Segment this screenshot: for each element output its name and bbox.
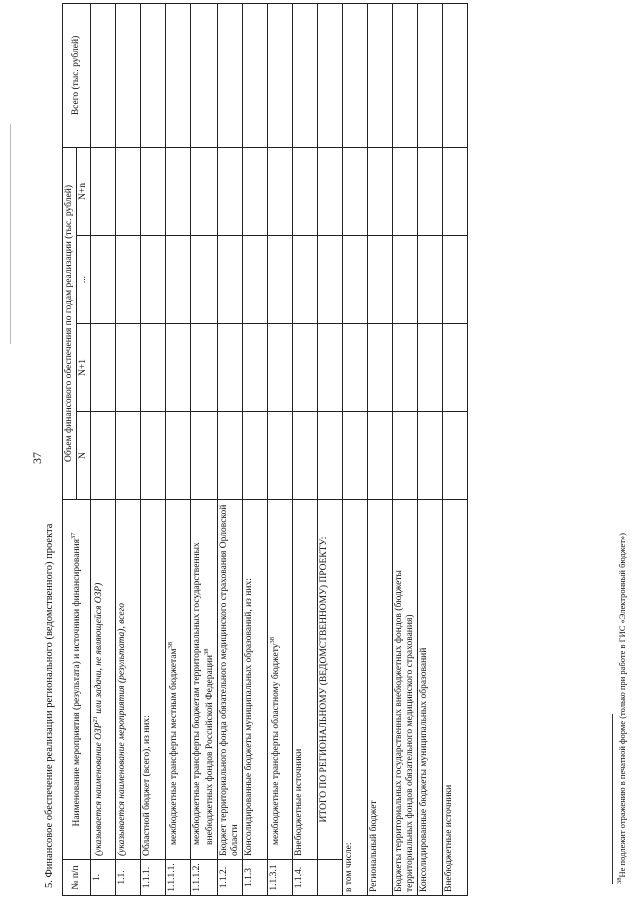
value-cell xyxy=(115,236,140,324)
row-number: 1. xyxy=(90,860,115,896)
footnote-divider xyxy=(612,714,613,884)
value-cell xyxy=(417,236,442,324)
value-cell xyxy=(342,324,367,412)
value-cell xyxy=(342,147,367,235)
value-cell xyxy=(292,412,317,500)
value-cell xyxy=(165,147,190,235)
value-cell xyxy=(317,3,342,147)
table-row xyxy=(292,3,317,895)
value-cell xyxy=(442,236,467,324)
value-cell xyxy=(115,147,140,235)
row-number xyxy=(317,860,342,896)
value-cell xyxy=(417,3,442,147)
value-cell xyxy=(115,324,140,412)
value-cell xyxy=(115,3,140,147)
total-label: ИТОГО ПО РЕГИОНАЛЬНОМУ (ВЕДОМСТВЕННОМУ) ПРОЕКТУ: xyxy=(317,500,342,860)
value-cell xyxy=(417,412,442,500)
value-cell xyxy=(392,412,417,500)
value-cell xyxy=(140,412,165,500)
value-cell xyxy=(217,324,242,412)
sub-row xyxy=(367,3,392,895)
row-name: Бюджет территориального фонда обязательного медицинского страхования Орловской области xyxy=(217,500,242,860)
value-cell xyxy=(367,412,392,500)
value-cell xyxy=(342,412,367,500)
value-cell xyxy=(217,3,242,147)
value-cell xyxy=(267,3,292,147)
value-cell xyxy=(115,412,140,500)
value-cell xyxy=(190,412,217,500)
table-row xyxy=(140,3,165,895)
value-cell xyxy=(292,324,317,412)
header-year-n: N xyxy=(76,412,90,500)
value-cell xyxy=(242,324,267,412)
value-cell xyxy=(140,3,165,147)
value-cell xyxy=(342,3,367,147)
sub-row xyxy=(342,3,367,895)
table-row xyxy=(217,3,242,895)
scan-artifact-line xyxy=(10,124,11,344)
table-row xyxy=(267,3,292,895)
value-cell xyxy=(242,3,267,147)
value-cell xyxy=(292,3,317,147)
value-cell xyxy=(342,236,367,324)
sub-row xyxy=(442,3,467,895)
finance-table xyxy=(62,3,468,896)
value-cell xyxy=(217,412,242,500)
value-cell xyxy=(367,3,392,147)
value-cell xyxy=(140,147,165,235)
value-cell xyxy=(417,324,442,412)
value-cell xyxy=(242,147,267,235)
sub-row xyxy=(417,3,442,895)
sub-row-label: Бюджеты территориальных государственных внебюджетных фондов (бюджеты территориальных фондов обязательного медицинского страхования) xyxy=(392,500,417,896)
value-cell xyxy=(140,236,165,324)
section-title: 5. Финансовое обеспечение реализации регионального (ведомственного) проекта xyxy=(44,523,55,888)
value-cell xyxy=(242,412,267,500)
table-row xyxy=(165,3,190,895)
row-number: 1.1.1. xyxy=(140,860,165,896)
value-cell xyxy=(367,324,392,412)
header-year-n1: N+1 xyxy=(76,324,90,412)
header-volume: Объем финансового обеспечения по годам реализации (тыс. рублей) xyxy=(63,147,77,499)
value-cell xyxy=(190,236,217,324)
sub-row-label: Консолидированные бюджеты муниципальных образований xyxy=(417,500,442,896)
value-cell xyxy=(392,3,417,147)
value-cell xyxy=(190,3,217,147)
value-cell xyxy=(442,3,467,147)
value-cell xyxy=(267,324,292,412)
row-name: межбюджетные трансферты областному бюджету$^{38}$ xyxy=(267,500,292,860)
header-year-ellipsis: ... xyxy=(76,236,90,324)
header-name: Наименование мероприятия (результата) и источники финансирования$^{37}$ xyxy=(63,500,91,860)
row-name: Областной бюджет (всего), из них: xyxy=(140,500,165,860)
value-cell xyxy=(392,236,417,324)
row-name: (указывается наименование мероприятия (результата), всего xyxy=(115,500,140,860)
row-number: 1.1.2. xyxy=(217,860,242,896)
value-cell xyxy=(242,236,267,324)
value-cell xyxy=(442,324,467,412)
footnote: $^{38}$Не подлежит отражению в печатной форме (только при работе в ГИС «Электронный бюджет») xyxy=(616,533,627,884)
row-name: Консолидированные бюджеты муниципальных образований, из них: xyxy=(242,500,267,860)
table-row xyxy=(190,3,217,895)
sub-row xyxy=(392,3,417,895)
header-num: № п/п xyxy=(63,860,91,896)
row-name: межбюджетные трансферты бюджетам территориальных государственных внебюджетных фондов Российской Федерации$^{38}$ xyxy=(190,500,217,860)
row-number: 1.1.1.2. xyxy=(190,860,217,896)
value-cell xyxy=(392,324,417,412)
row-number: 1.1.3.1 xyxy=(267,860,292,896)
value-cell xyxy=(140,324,165,412)
row-name: (указывается наименование ОЗР$^{21}$ или задачи, не являющейся ОЗР) xyxy=(90,500,115,860)
value-cell xyxy=(90,412,115,500)
table-row xyxy=(90,3,115,895)
value-cell xyxy=(317,236,342,324)
value-cell xyxy=(190,147,217,235)
value-cell xyxy=(165,3,190,147)
table-row xyxy=(115,3,140,895)
row-number: 1.1.3 xyxy=(242,860,267,896)
value-cell xyxy=(90,3,115,147)
value-cell xyxy=(442,147,467,235)
sub-row-label: Внебюджетные источники xyxy=(442,500,467,896)
value-cell xyxy=(317,147,342,235)
page-number: 37 xyxy=(30,452,44,464)
row-name: межбюджетные трансферты местным бюджетам$^{38}$ xyxy=(165,500,190,860)
value-cell xyxy=(165,236,190,324)
value-cell xyxy=(367,236,392,324)
header-total: Всего (тыс. рублей) xyxy=(63,3,91,147)
value-cell xyxy=(217,236,242,324)
value-cell xyxy=(292,147,317,235)
sub-row-label: в том числе: xyxy=(342,500,367,896)
row-name: Внебюджетные источники xyxy=(292,500,317,860)
value-cell xyxy=(217,147,242,235)
value-cell xyxy=(90,236,115,324)
value-cell xyxy=(165,412,190,500)
value-cell xyxy=(292,236,317,324)
value-cell xyxy=(90,324,115,412)
value-cell xyxy=(367,147,392,235)
row-number: 1.1.4. xyxy=(292,860,317,896)
row-number: 1.1.1.1. xyxy=(165,860,190,896)
value-cell xyxy=(417,147,442,235)
value-cell xyxy=(90,147,115,235)
value-cell xyxy=(317,324,342,412)
total-row xyxy=(317,3,342,895)
value-cell xyxy=(165,324,190,412)
value-cell xyxy=(317,412,342,500)
value-cell xyxy=(190,324,217,412)
table-row xyxy=(242,3,267,895)
value-cell xyxy=(267,147,292,235)
value-cell xyxy=(267,236,292,324)
value-cell xyxy=(442,412,467,500)
sub-row-label: Региональный бюджет xyxy=(367,500,392,896)
header-year-nn: N+n xyxy=(76,147,90,235)
row-number: 1.1. xyxy=(115,860,140,896)
value-cell xyxy=(267,412,292,500)
value-cell xyxy=(392,147,417,235)
